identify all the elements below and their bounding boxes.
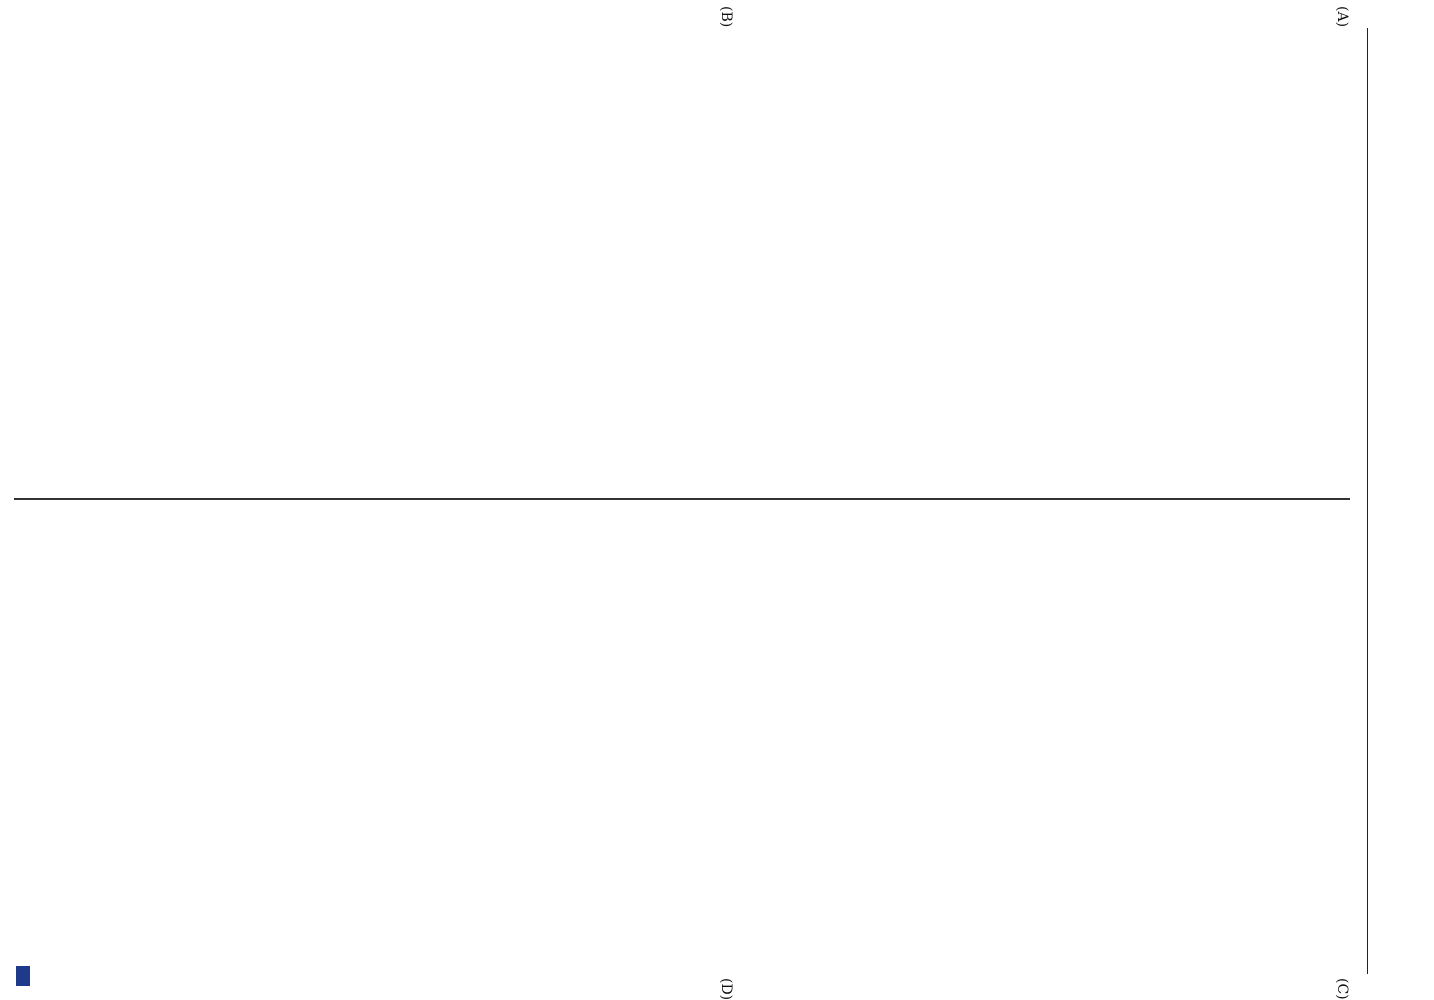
column-rule <box>14 498 1350 500</box>
margin-letter-b: (B) <box>718 6 734 28</box>
margin-letter-c: (C) <box>1334 978 1350 1000</box>
dfg-logo-icon <box>16 966 30 986</box>
header-rule <box>1367 28 1368 974</box>
page-header <box>1372 28 1406 974</box>
right-column <box>20 528 1350 968</box>
left-column <box>20 34 1350 474</box>
margin-letter-d: (D) <box>718 978 734 1000</box>
margin-letter-a: (A) <box>1334 6 1350 28</box>
page-footer <box>10 28 30 972</box>
